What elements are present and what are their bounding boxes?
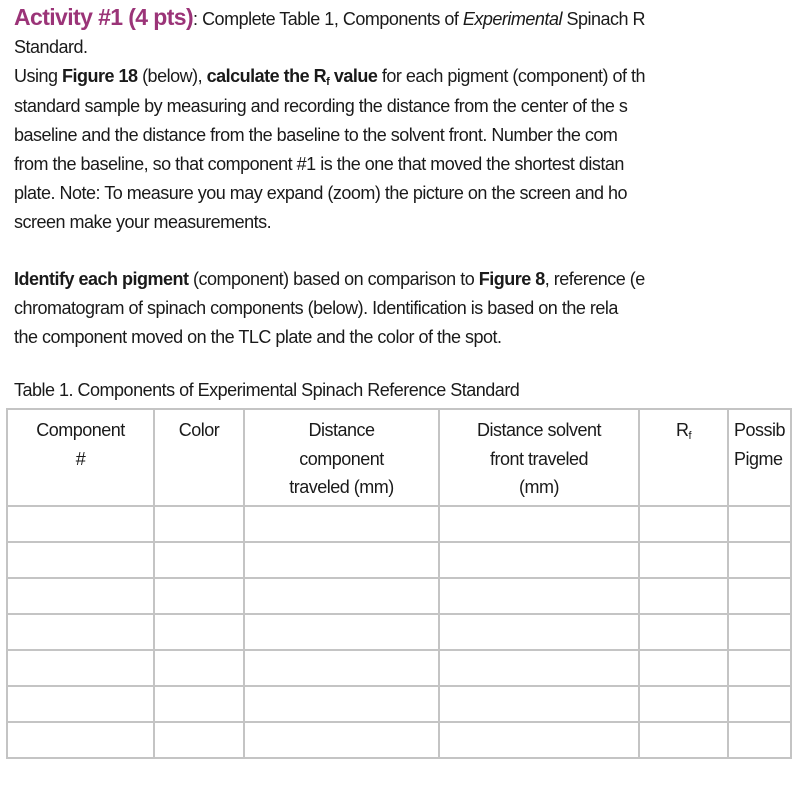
- cell-distance-component[interactable]: [244, 614, 439, 650]
- table-row: [7, 686, 791, 722]
- cell-distance-component[interactable]: [244, 650, 439, 686]
- cell-component[interactable]: [7, 722, 154, 758]
- table-row: [7, 506, 791, 542]
- identify-line-3: the component moved on the TLC plate and the color of the spot.: [14, 327, 502, 347]
- cell-color[interactable]: [154, 578, 244, 614]
- cell-distance-component[interactable]: [244, 506, 439, 542]
- instructions-line-6: screen make your measurements.: [14, 212, 272, 232]
- cell-rf[interactable]: [639, 722, 728, 758]
- components-table: [6, 408, 792, 759]
- table-row: [7, 650, 791, 686]
- cell-component[interactable]: [7, 578, 154, 614]
- cell-pigment[interactable]: [728, 686, 791, 722]
- cell-color[interactable]: [154, 722, 244, 758]
- header-distance-component: Distance component traveled (mm): [244, 409, 439, 506]
- header-possible-pigment: Possib Pigme: [728, 409, 791, 506]
- cell-pigment[interactable]: [728, 614, 791, 650]
- cell-component[interactable]: [7, 650, 154, 686]
- cell-rf[interactable]: [639, 542, 728, 578]
- identify-line-2: chromatogram of spinach components (below). Identification is based on the rela: [14, 298, 618, 318]
- header-rf: $R_f$: [639, 409, 728, 506]
- instructions-line-4: from the baseline, so that component #1 is the one that moved the shortest distan: [14, 154, 624, 174]
- cell-component[interactable]: [7, 542, 154, 578]
- cell-rf[interactable]: [639, 650, 728, 686]
- cell-distance-solvent[interactable]: [439, 578, 639, 614]
- cell-rf[interactable]: [639, 506, 728, 542]
- cell-rf[interactable]: [639, 686, 728, 722]
- cell-pigment[interactable]: [728, 722, 791, 758]
- cell-distance-solvent[interactable]: [439, 614, 639, 650]
- header-color: Color: [154, 409, 244, 506]
- cell-color[interactable]: [154, 614, 244, 650]
- cell-color[interactable]: [154, 506, 244, 542]
- activity-line2: Standard.: [14, 37, 88, 57]
- instructions-line-1: Using Figure 18 (below), calculate the $R_f$ value for each pigment (component) of th: [14, 66, 645, 88]
- table-row: [7, 722, 791, 758]
- table-row: [7, 614, 791, 650]
- cell-component[interactable]: [7, 686, 154, 722]
- activity-title: Activity #1 (4 pts): [14, 4, 194, 30]
- cell-distance-solvent[interactable]: [439, 542, 639, 578]
- cell-pigment[interactable]: [728, 578, 791, 614]
- cell-color[interactable]: [154, 542, 244, 578]
- header-distance-solvent: Distance solvent front traveled (mm): [439, 409, 639, 506]
- table-caption: Table 1. Components of Experimental Spinach Reference Standard: [14, 380, 520, 400]
- cell-distance-component[interactable]: [244, 686, 439, 722]
- cell-rf[interactable]: [639, 614, 728, 650]
- cell-pigment[interactable]: [728, 506, 791, 542]
- cell-distance-component[interactable]: [244, 578, 439, 614]
- cell-distance-solvent[interactable]: [439, 650, 639, 686]
- table-header-row: [7, 409, 791, 506]
- table-row: [7, 542, 791, 578]
- cell-component[interactable]: [7, 614, 154, 650]
- cell-component[interactable]: [7, 506, 154, 542]
- cell-distance-solvent[interactable]: [439, 722, 639, 758]
- identify-line-1: Identify each pigment (component) based on comparison to Figure 8, reference (e: [14, 269, 645, 289]
- instructions-line-3: baseline and the distance from the baseline to the solvent front. Number the com: [14, 125, 618, 145]
- activity-heading: Activity #1 (4 pts): Complete Table 1, Components of Experimental Spinach R: [14, 4, 646, 30]
- cell-pigment[interactable]: [728, 542, 791, 578]
- instructions-line-5: plate. Note: To measure you may expand (zoom) the picture on the screen and ho: [14, 183, 628, 203]
- cell-distance-component[interactable]: [244, 542, 439, 578]
- cell-color[interactable]: [154, 686, 244, 722]
- cell-color[interactable]: [154, 650, 244, 686]
- instructions-line-2: standard sample by measuring and recording the distance from the center of the s: [14, 96, 628, 116]
- cell-distance-solvent[interactable]: [439, 686, 639, 722]
- cell-distance-component[interactable]: [244, 722, 439, 758]
- header-component: Component #: [7, 409, 154, 506]
- cell-pigment[interactable]: [728, 650, 791, 686]
- table-row: [7, 578, 791, 614]
- cell-rf[interactable]: [639, 578, 728, 614]
- cell-distance-solvent[interactable]: [439, 506, 639, 542]
